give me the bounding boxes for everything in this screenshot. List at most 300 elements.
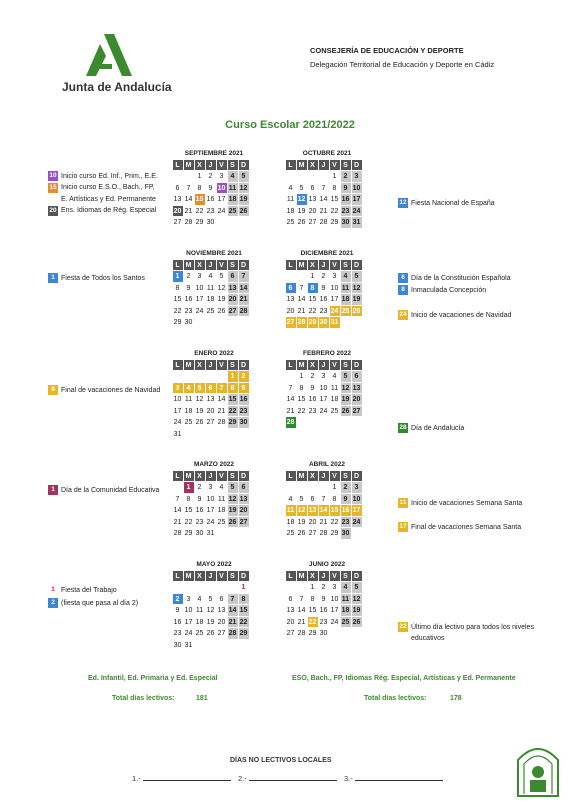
org-name: Junta de Andalucía — [62, 80, 172, 94]
day-cell: 26 — [341, 407, 350, 415]
day-cell: 6 — [219, 595, 224, 603]
day-cell: 11 — [195, 607, 204, 614]
legend-item — [48, 585, 117, 595]
day-cell: 25 — [206, 307, 215, 315]
day-cell: 1 — [241, 584, 246, 591]
junta-logo — [82, 34, 136, 78]
seal-emblem — [514, 738, 562, 798]
day-cell: 5 — [228, 482, 238, 493]
day-cell: 17 — [195, 296, 204, 303]
day-cell: 28 — [297, 630, 306, 637]
month-grid — [172, 570, 249, 651]
day-cell: 15 — [239, 607, 248, 614]
day-cell: 26 — [228, 518, 237, 526]
legend-item — [48, 598, 138, 608]
day-cell: 28 — [297, 319, 306, 326]
day-cell: 23 — [184, 307, 193, 315]
empty-cell — [286, 271, 296, 282]
legend-item — [48, 206, 156, 216]
day-cell: 5 — [299, 184, 304, 192]
total-right-value: 178 — [450, 695, 462, 702]
month-grid — [285, 159, 362, 228]
day-cell: 17 — [330, 607, 339, 614]
empty-cell — [297, 171, 307, 182]
month-block — [172, 561, 256, 651]
day-cell: 31 — [206, 530, 215, 537]
month-grid — [172, 159, 249, 228]
day-cell: 14 — [319, 507, 328, 514]
day-header: S — [341, 571, 351, 582]
day-cell: 28 — [286, 419, 295, 426]
day-cell: 14 — [173, 507, 182, 514]
day-cell: 24 — [173, 419, 182, 426]
empty-cell — [184, 171, 194, 182]
legend-text: Final de vacaciones de Navidad — [61, 386, 161, 394]
month-title: SEPTIEMBRE 2021 — [184, 150, 244, 157]
day-header: M — [297, 360, 307, 371]
day-cell: 7 — [288, 384, 293, 392]
day-cell: 2 — [321, 584, 326, 591]
day-cell: 18 — [286, 518, 295, 526]
day-header: J — [206, 260, 216, 271]
day-header: J — [319, 160, 329, 171]
day-cell: 25 — [195, 630, 204, 637]
day-cell: 30 — [319, 630, 328, 637]
day-cell: 12 — [297, 196, 306, 203]
day-cell: 26 — [195, 419, 204, 426]
total-right-label: Total días lectivos: — [364, 695, 427, 702]
day-cell: 8 — [308, 283, 318, 294]
day-cell: 21 — [217, 407, 226, 415]
empty-cell — [206, 371, 216, 382]
day-cell: 7 — [186, 184, 191, 192]
day-cell: 26 — [239, 207, 248, 215]
day-cell: 17 — [173, 407, 182, 415]
month-grid — [285, 359, 362, 428]
day-cell: 1 — [310, 584, 315, 591]
day-cell: 26 — [297, 219, 306, 226]
day-cell: 28 — [184, 219, 193, 226]
day-cell: 9 — [197, 495, 202, 503]
day-header: X — [195, 471, 205, 482]
day-cell: 23 — [319, 618, 328, 626]
day-cell: 10 — [330, 284, 339, 292]
day-header: X — [195, 260, 205, 271]
day-cell: 21 — [228, 618, 237, 626]
day-cell: 27 — [206, 419, 215, 426]
day-cell: 3 — [208, 484, 213, 491]
day-cell: 1 — [299, 373, 304, 380]
day-cell: 3 — [321, 373, 326, 380]
day-cell: 16 — [308, 396, 317, 403]
month-title: JUNIO 2022 — [308, 561, 346, 568]
day-cell: 12 — [297, 507, 306, 514]
day-cell: 6 — [352, 371, 362, 382]
day-cell: 22 — [184, 518, 193, 526]
day-header: V — [330, 571, 340, 582]
day-cell: 25 — [286, 219, 295, 226]
day-cell: 11 — [286, 507, 295, 514]
empty-cell — [286, 171, 296, 182]
legend-swatch: 6 — [398, 273, 408, 283]
day-cell: 10 — [217, 184, 226, 192]
day-cell: 10 — [352, 184, 361, 192]
day-header: J — [319, 260, 329, 271]
empty-cell — [308, 482, 318, 493]
month-block — [172, 250, 256, 328]
day-header: V — [330, 260, 340, 271]
day-cell: 11 — [217, 495, 226, 503]
empty-cell — [173, 371, 183, 382]
day-cell: 5 — [299, 495, 304, 503]
month-block — [285, 561, 369, 639]
day-cell: 4 — [341, 271, 351, 282]
day-cell: 15 — [330, 196, 339, 203]
legend-item — [398, 273, 511, 283]
day-header: V — [217, 360, 227, 371]
day-cell: 9 — [186, 284, 191, 292]
day-cell: 30 — [341, 530, 350, 537]
day-header: D — [239, 360, 249, 371]
day-cell: 4 — [228, 171, 238, 182]
day-cell: 21 — [297, 618, 306, 626]
day-cell: 3 — [352, 482, 362, 493]
day-cell: 28 — [217, 419, 226, 426]
day-cell: 9 — [321, 284, 326, 292]
empty-cell — [173, 582, 183, 593]
legend-item — [398, 522, 521, 532]
day-cell: 17 — [217, 196, 226, 203]
day-cell: 25 — [286, 530, 295, 537]
day-cell: 3 — [197, 273, 202, 280]
day-cell: 23 — [341, 207, 350, 215]
day-cell: 19 — [352, 607, 361, 614]
day-cell: 25 — [184, 419, 193, 426]
day-cell: 17 — [184, 618, 193, 626]
day-cell: 21 — [297, 307, 306, 315]
day-cell: 18 — [184, 407, 193, 415]
day-cell: 27 — [173, 219, 182, 226]
day-cell: 18 — [341, 296, 350, 303]
legend-text: E. Artísticas y Ed. Permanente — [61, 195, 156, 203]
empty-cell — [286, 371, 296, 382]
local-blank-1[interactable] — [132, 774, 231, 783]
day-cell: 23 — [195, 518, 204, 526]
day-cell: 19 — [206, 618, 215, 626]
day-cell: 20 — [239, 507, 248, 514]
day-cell: 10 — [330, 595, 339, 603]
day-cell: 27 — [308, 219, 317, 226]
empty-cell — [308, 171, 318, 182]
day-header: S — [228, 471, 238, 482]
day-cell: 10 — [352, 495, 361, 503]
legend-item — [398, 198, 495, 208]
day-header: S — [341, 471, 351, 482]
day-cell: 17 — [352, 196, 361, 203]
day-cell: 5 — [208, 595, 213, 603]
legend-text: Día de la Constitución Española — [411, 274, 511, 282]
day-cell: 12 — [352, 595, 361, 603]
legend-text: Inicio curso Ed. Inf., Prim., E.E. — [61, 172, 158, 180]
day-cell: 31 — [330, 319, 339, 326]
day-cell: 9 — [175, 607, 180, 614]
day-cell: 29 — [195, 219, 204, 226]
empty-cell — [195, 371, 205, 382]
day-header: D — [352, 471, 362, 482]
day-header: J — [206, 360, 216, 371]
day-cell: 21 — [319, 518, 328, 526]
day-header: V — [217, 471, 227, 482]
day-header: J — [206, 471, 216, 482]
day-cell: 5 — [352, 271, 362, 282]
day-cell: 20 — [308, 518, 317, 526]
day-cell: 24 — [195, 307, 204, 315]
day-cell: 5 — [341, 371, 351, 382]
day-header: S — [341, 360, 351, 371]
legend-item — [48, 171, 158, 181]
month-title: MARZO 2022 — [193, 461, 235, 468]
day-cell: 18 — [195, 618, 204, 626]
day-header: D — [239, 160, 249, 171]
day-cell: 24 — [319, 407, 328, 415]
day-cell: 7 — [299, 595, 304, 603]
day-header: M — [297, 471, 307, 482]
empty-cell — [228, 582, 238, 593]
day-cell: 30 — [195, 530, 204, 537]
day-cell: 6 — [228, 271, 238, 282]
day-cell: 11 — [184, 396, 193, 403]
day-cell: 16 — [319, 296, 328, 303]
day-cell: 7 — [299, 284, 304, 292]
day-header: L — [286, 160, 296, 171]
day-cell: 8 — [299, 384, 304, 392]
empty-cell — [195, 582, 205, 593]
day-header: J — [319, 360, 329, 371]
day-cell: 24 — [330, 307, 339, 315]
month-grid — [285, 570, 362, 639]
day-cell: 20 — [228, 296, 237, 303]
day-header: X — [308, 160, 318, 171]
month-grid — [172, 470, 249, 539]
day-cell: 14 — [217, 396, 226, 403]
day-cell: 16 — [206, 196, 215, 203]
legend-swatch: 9 — [48, 385, 58, 395]
day-cell: 7 — [175, 495, 180, 503]
month-grid — [285, 470, 362, 539]
day-cell: 31 — [184, 641, 193, 649]
day-cell: 29 — [330, 219, 339, 226]
month-block — [285, 150, 369, 228]
day-cell: 23 — [319, 307, 328, 315]
day-cell: 19 — [352, 296, 361, 303]
day-cell: 8 — [310, 595, 315, 603]
day-cell: 23 — [206, 207, 215, 215]
day-cell: 8 — [175, 284, 180, 292]
page-title: Curso Escolar 2021/2022 — [225, 119, 355, 131]
legend-item — [48, 273, 145, 283]
local-blank-3-label: 3.- — [344, 774, 353, 783]
month-block — [172, 350, 256, 440]
day-cell: 13 — [286, 296, 295, 303]
day-cell: 21 — [173, 518, 182, 526]
legend-text: Final de vacaciones Semana Santa — [411, 523, 522, 531]
empty-cell — [217, 371, 227, 382]
day-header: V — [330, 471, 340, 482]
day-cell: 28 — [173, 530, 182, 537]
day-header: X — [308, 360, 318, 371]
day-cell: 29 — [330, 530, 339, 537]
day-header: X — [308, 571, 318, 582]
month-block — [285, 350, 369, 428]
day-cell: 12 — [239, 184, 248, 192]
day-header: V — [330, 360, 340, 371]
local-blank-3[interactable] — [344, 774, 443, 783]
day-cell: 18 — [341, 607, 350, 614]
legend-text: (fiesta que pasa al día 2) — [61, 599, 139, 607]
day-cell: 20 — [286, 307, 295, 315]
local-blank-2[interactable] — [238, 774, 337, 783]
day-cell: 16 — [184, 296, 193, 303]
day-cell: 7 — [228, 594, 238, 605]
legend-swatch: 24 — [399, 311, 407, 318]
day-cell: 24 — [184, 630, 193, 637]
day-header: L — [173, 571, 183, 582]
day-cell: 4 — [208, 273, 213, 280]
day-header: L — [286, 571, 296, 582]
day-cell: 9 — [341, 494, 351, 505]
day-cell: 8 — [332, 184, 337, 192]
day-cell: 11 — [341, 284, 350, 292]
day-cell: 1 — [332, 173, 337, 180]
day-cell: 30 — [173, 641, 182, 649]
day-header: X — [195, 160, 205, 171]
day-cell: 2 — [173, 594, 183, 605]
legend-swatch: 8 — [398, 285, 408, 295]
day-cell: 22 — [173, 307, 182, 315]
legend-text: Inicio de vacaciones de Navidad — [411, 311, 512, 319]
day-cell: 22 — [228, 407, 237, 415]
day-cell: 22 — [239, 618, 248, 626]
legend-swatch: 10 — [49, 172, 57, 179]
day-cell: 2 — [186, 273, 191, 280]
day-cell: 5 — [219, 273, 224, 280]
day-cell: 2 — [197, 484, 202, 491]
total-left-value: 181 — [196, 695, 208, 702]
day-cell: 19 — [297, 207, 306, 215]
day-cell: 16 — [239, 396, 248, 403]
day-cell: 22 — [308, 307, 317, 315]
day-cell: 1 — [228, 371, 238, 382]
day-cell: 26 — [352, 618, 361, 626]
day-header: J — [206, 160, 216, 171]
day-cell: 21 — [286, 407, 295, 415]
day-cell: 13 — [217, 607, 226, 614]
day-cell: 25 — [330, 407, 339, 415]
day-cell: 15 — [173, 296, 182, 303]
day-cell: 21 — [184, 207, 193, 215]
day-cell: 23 — [239, 407, 248, 415]
month-title: DICIEMBRE 2021 — [300, 250, 354, 257]
day-cell: 15 — [228, 396, 237, 403]
day-cell: 24 — [217, 207, 226, 215]
day-cell: 3 — [352, 171, 362, 182]
seal-icon — [514, 738, 562, 798]
day-cell: 4 — [288, 184, 293, 192]
day-header: M — [184, 160, 194, 171]
footer-right-heading: ESO, Bach., FP, Idiomas Rég. Especial, Artísticas y Ed. Permanente — [292, 675, 516, 682]
day-cell: 7 — [321, 495, 326, 503]
day-cell: 13 — [308, 507, 317, 514]
day-cell: 4 — [332, 373, 337, 380]
day-cell: 16 — [341, 507, 350, 514]
day-cell: 18 — [286, 207, 295, 215]
local-days-title: DÍAS NO LECTIVOS LOCALES — [230, 757, 332, 764]
day-cell: 6 — [206, 383, 216, 394]
day-header: D — [352, 260, 362, 271]
day-header: M — [297, 160, 307, 171]
day-header: D — [352, 160, 362, 171]
day-cell: 29 — [173, 319, 182, 326]
day-cell: 30 — [206, 219, 215, 226]
day-header: X — [195, 571, 205, 582]
legend-swatch: 22 — [399, 623, 407, 630]
day-cell: 2 — [208, 173, 213, 180]
day-cell: 18 — [228, 196, 237, 203]
day-cell: 14 — [319, 196, 328, 203]
day-header: S — [228, 160, 238, 171]
empty-cell — [184, 371, 194, 382]
day-cell: 28 — [239, 307, 248, 315]
day-header: J — [319, 471, 329, 482]
day-cell: 18 — [217, 507, 226, 514]
day-cell: 19 — [297, 518, 306, 526]
day-cell: 2 — [321, 273, 326, 280]
day-cell: 23 — [173, 630, 182, 637]
day-cell: 19 — [239, 196, 248, 203]
day-cell: 22 — [308, 618, 317, 626]
day-header: L — [286, 471, 296, 482]
legend-item — [48, 183, 155, 193]
day-header: S — [341, 260, 351, 271]
empty-cell — [286, 582, 296, 593]
day-cell: 29 — [308, 630, 317, 637]
day-cell: 21 — [319, 207, 328, 215]
day-cell: 27 — [286, 630, 295, 637]
day-cell: 6 — [288, 595, 293, 603]
day-cell: 26 — [206, 630, 215, 637]
day-cell: 27 — [286, 319, 295, 326]
day-cell: 25 — [217, 518, 226, 526]
legend-text: Inicio de vacaciones Semana Santa — [411, 499, 523, 507]
day-cell: 16 — [319, 607, 328, 614]
day-cell: 9 — [321, 595, 326, 603]
day-cell: 22 — [330, 207, 339, 215]
legend-item — [398, 285, 486, 295]
day-cell: 24 — [206, 518, 215, 526]
day-cell: 26 — [352, 307, 361, 315]
day-cell: 16 — [341, 196, 350, 203]
day-cell: 18 — [330, 396, 339, 403]
day-cell: 25 — [341, 307, 350, 315]
day-header: D — [352, 571, 362, 582]
day-cell: 20 — [217, 618, 226, 626]
legend-item — [48, 385, 160, 395]
day-cell: 6 — [239, 482, 249, 493]
day-cell: 5 — [352, 582, 362, 593]
day-cell: 8 — [228, 383, 238, 394]
day-cell: 25 — [228, 207, 237, 215]
day-cell: 24 — [352, 518, 361, 526]
